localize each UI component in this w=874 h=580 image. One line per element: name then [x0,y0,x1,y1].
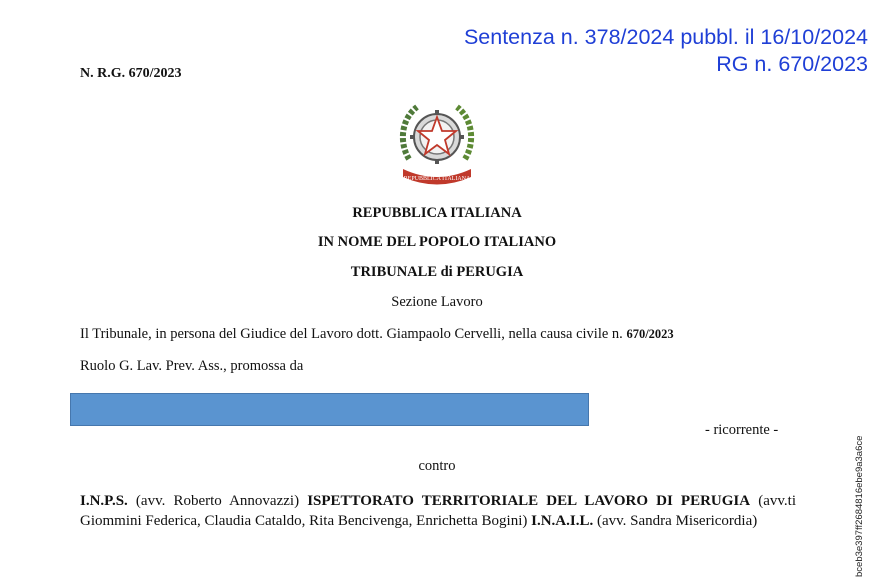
title-tribunale: TRIBUNALE di PERUGIA [350,264,524,280]
svg-text:REPUBBLICA ITALIANA: REPUBBLICA ITALIANA [403,176,471,182]
ricorrente-label: - ricorrente - [705,422,779,438]
redacted-party-box [70,393,589,426]
stamp-rg: RG n. 670/2023 [716,52,868,76]
title-sezione: Sezione Lavoro [391,294,483,310]
star-emblem-icon [395,97,479,189]
intro-line [80,326,674,343]
party-inail-lawyer: (avv. Sandra Misericordia) [593,513,758,529]
publication-stamp [464,24,868,78]
intro-text: Il Tribunale, in persona del Giudice del Lavoro dott. Giampaolo Cervelli, nella causa civile n. [80,326,623,342]
respondents-paragraph [80,491,796,531]
rg-number: N. R.G. 670/2023 [80,66,182,81]
ruolo-line: Ruolo G. Lav. Prev. Ass., promossa da [80,358,304,374]
case-number: 670/2023 [626,327,674,341]
party-ispettorato: ISPETTORATO TERRITORIALE DEL LAVORO DI PERUGIA [307,493,751,509]
party-inps: I.N.P.S. [80,493,128,509]
document-hash: bceb3e397ff2684816ebe9a3a6ce [854,435,865,577]
party-inail: I.N.A.I.L. [531,513,594,529]
title-popolo: IN NOME DEL POPOLO ITALIANO [317,234,557,250]
contro-label: contro [418,458,456,474]
stamp-sentenza: Sentenza n. 378/2024 pubbl. il 16/10/2024 [463,25,868,49]
party-inps-lawyer: (avv. Roberto Annovazzi) [127,493,308,509]
party-ispettorato-lawyers: (avv.ti Giommini Federica, Claudia Cataldo, Rita Bencivenga, Enrichetta Bogini) [80,493,796,529]
title-repubblica: REPUBBLICA ITALIANA [352,205,522,221]
